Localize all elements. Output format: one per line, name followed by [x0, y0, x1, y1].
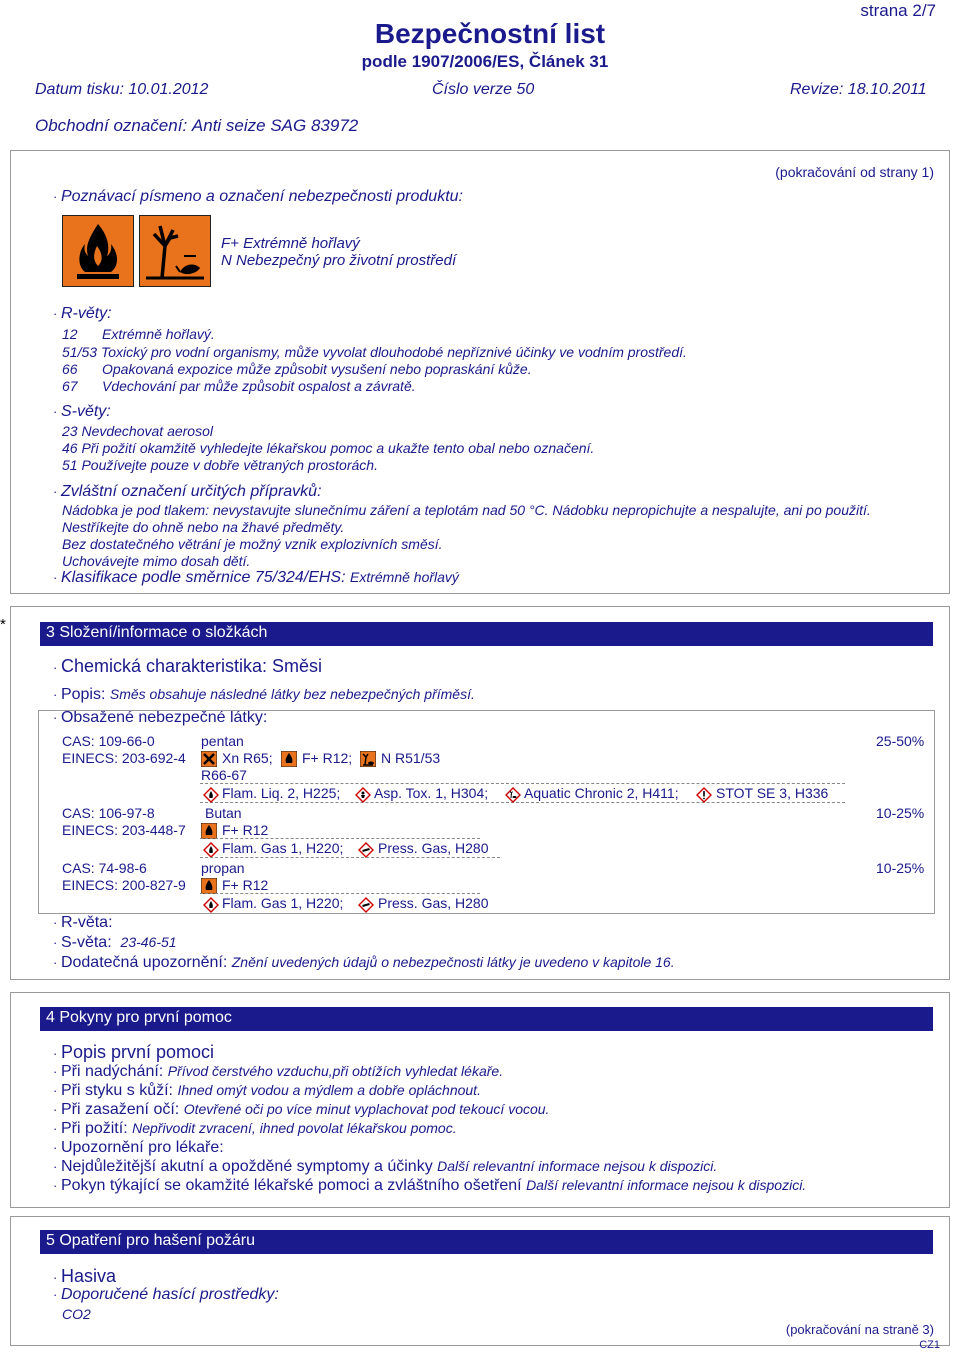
classification-value: Extrémně hořlavý [350, 569, 459, 585]
dsd-classification: Xn R65; [222, 750, 273, 766]
s-phrase-line: 46 Při požití okamžitě vyhledejte lékařskou pomoc a ukažte tento obal nebo označení. [62, 440, 595, 456]
first-aid-label: Při styku s kůží: [60, 1082, 173, 1099]
extinguishing-media-heading: · Hasiva [53, 1266, 116, 1286]
substances-heading: · Obsažené nebezpečné látky: [53, 709, 268, 726]
description-label: Popis: [60, 686, 106, 703]
hazard-line-2: N Nebezpečný pro životní prostředí [221, 252, 457, 269]
chem-char-heading: · Chemická charakteristika: Směsi [53, 656, 323, 676]
first-aid-item: · Při požití: Nepřivodit zvracení, ihned povolat lékařskou pomoc. [53, 1120, 457, 1137]
trade-name [35, 116, 358, 136]
first-aid-heading: · Popis první pomoci [53, 1042, 215, 1062]
ghs-gas-cylinder-icon [358, 842, 374, 863]
document-subtitle: podle 1907/2006/ES, Článek 31 [361, 52, 609, 71]
s-phrases-heading-text: S-věty: [60, 403, 111, 420]
flame-small-icon [281, 751, 297, 772]
additional-info-value: Znění uvedených údajů o nebezpečnosti látky je uvedeno v kapitole 16. [231, 954, 675, 970]
treatment-label: Pokyn týkající se okamžité lékařské pomoci a zvláštního ošetření [60, 1177, 522, 1194]
continuation-from: (pokračování od strany 1) [775, 164, 934, 180]
section3-title: 3 Složení/informace o složkách [46, 624, 268, 641]
first-aid-item: · Při nadýchání: Přívod čerstvého vzduchu,při obtížích vyhledat lékaře. [53, 1063, 504, 1080]
clp-classification: Press. Gas, H280 [378, 840, 489, 856]
treatment-value: Další relevantní informace nejsou k dispozici. [526, 1177, 807, 1193]
r-text: Opakovaná expozice může způsobit vysušení nebo popraskání kůže. [102, 361, 532, 377]
first-aid-value: Přívod čerstvého vzduchu,při obtížích vyhledat lékaře. [167, 1063, 504, 1079]
cas-number: CAS: 74-98-6 [62, 860, 147, 876]
r-text: Vdechování par může způsobit ospalost a závratě. [102, 378, 416, 394]
clp-classification: Aquatic Chronic 2, H411; [524, 785, 679, 801]
first-aid-value: Ihned omýt vodou a mýdlem a dobře opláchnout. [177, 1082, 481, 1098]
dsd-classification: F+ R12 [222, 877, 269, 893]
ghs-environment-icon [505, 787, 521, 808]
r-phrases-heading: · R-věty: [53, 305, 112, 322]
hazard-heading-text: Poznávací písmeno a označení nebezpečnosti produktu: [60, 188, 463, 205]
first-aid-heading-text: Popis první pomoci [60, 1042, 215, 1062]
ghs-health-hazard-icon [355, 787, 371, 808]
r-text: Toxický pro vodní organismy, může vyvolat dlouhodobé nepříznivé účinky ve vodním prostředí. [100, 344, 687, 360]
einecs-number: EINECS: 203-692-4 [62, 750, 186, 766]
s-phrases-heading: · S-věty: [53, 403, 111, 420]
additional-info-label: Dodatečná upozornění: [60, 954, 228, 971]
recommended-media-value: CO2 [62, 1306, 91, 1322]
classification-label: Klasifikace podle směrnice 75/324/EHS: [60, 569, 346, 586]
changed-marker: * [0, 616, 6, 633]
special-line: Nestříkejte do ohně nebo na žhavé předměty. [62, 519, 345, 535]
dsd-classification: F+ R12 [222, 822, 269, 838]
footer-code: CZ1 [919, 1339, 940, 1351]
doctor-note-heading-text: Upozornění pro lékaře: [60, 1139, 224, 1156]
row-separator [200, 838, 480, 839]
section3-header [40, 622, 933, 646]
dsd-classification: N R51/53 [381, 750, 441, 766]
first-aid-value: Otevřené oči po více minut vyplachovat pod tekoucí vocou. [183, 1101, 550, 1117]
row-separator [200, 802, 845, 803]
additional-info: · Dodatečná upozornění: Znění uvedených údajů o nebezpečnosti látky je uvedeno v kapitole 16. [53, 954, 675, 971]
r-phrase-summary-label: R-věta: [60, 914, 113, 931]
section5-header [40, 1230, 933, 1254]
r-phrase-row [62, 361, 532, 377]
treatment: · Pokyn týkající se okamžité lékařské pomoci a zvláštního ošetření Další relevantní informace nejsou k dispozici. [53, 1177, 807, 1194]
recommended-media-heading-text: Doporučené hasící prostředky: [60, 1286, 279, 1303]
environment-small-icon [360, 751, 376, 772]
version-number: Číslo verze 50 [432, 81, 535, 98]
ghs-gas-cylinder-icon [358, 897, 374, 918]
flame-icon [62, 215, 134, 287]
r-code: 12 [62, 326, 78, 342]
einecs-number: EINECS: 203-448-7 [62, 822, 186, 838]
revision-date: Revize: 18.10.2011 [790, 81, 927, 98]
s-phrase-summary: · S-věta: 23-46-51 [53, 934, 177, 951]
substance-percent: 10-25% [876, 805, 925, 821]
cas-number: CAS: 106-97-8 [62, 805, 155, 821]
substance-name: propan [201, 860, 245, 876]
cas-number: CAS: 109-66-0 [62, 733, 155, 749]
special-line: Bez dostatečného větrání je možný vznik explozivních směsí. [62, 536, 443, 552]
first-aid-value: Nepřivodit zvracení, ihned povolat lékařskou pomoc. [132, 1120, 457, 1136]
r-phrase-summary: · R-věta: [53, 914, 113, 931]
ghs-exclamation-icon [696, 787, 712, 808]
special-labeling-heading-text: Zvláštní označení určitých přípravků: [60, 483, 322, 500]
row-separator [200, 783, 845, 784]
symptoms-label: Nejdůležitější akutní a opožděné symptomy a účinky [60, 1158, 433, 1175]
first-aid-label: Při požití: [60, 1120, 128, 1137]
clp-classification: STOT SE 3, H336 [716, 785, 829, 801]
extinguishing-media-heading-text: Hasiva [60, 1266, 116, 1286]
row-separator [200, 893, 480, 894]
environment-hazard-icon [139, 215, 211, 287]
special-labeling-heading: · Zvláštní označení určitých přípravků: [53, 483, 322, 500]
r-code: 51/53 [62, 344, 98, 360]
clp-classification: Flam. Liq. 2, H225; [222, 785, 341, 801]
s-phrase-line: 23 Nevdechovat aerosol [62, 423, 213, 439]
r-phrase-row [62, 378, 416, 394]
classification: · Klasifikace podle směrnice 75/324/EHS: Extrémně hořlavý [53, 569, 459, 586]
symptoms: · Nejdůležitější akutní a opožděné symptomy a účinky Další relevantní informace nejsou k dispozici. [53, 1158, 718, 1175]
substance-name: pentan [201, 733, 244, 749]
substance-name: Butan [205, 805, 242, 821]
first-aid-label: Při zasažení očí: [60, 1101, 180, 1118]
chem-char-heading-text: Chemická charakteristika: Směsi [60, 656, 323, 676]
s-phrase-line: 51 Používejte pouze v dobře větraných prostorách. [62, 457, 378, 473]
hazard-heading: · Poznávací písmeno a označení nebezpečnosti produktu: [53, 188, 463, 205]
substance-percent: 10-25% [876, 860, 925, 876]
clp-classification: Flam. Gas 1, H220; [222, 840, 344, 856]
description: · Popis: Směs obsahuje následné látky bez nebezpečných příměsí. [53, 686, 475, 703]
recommended-media-heading: · Doporučené hasící prostředky: [53, 1286, 279, 1303]
ghs-flame-icon [203, 897, 219, 918]
special-line: Nádobka je pod tlakem: nevystavujte slunečnímu záření a teplotám nad 50 °C. Nádobku nepropichujte a nespalujte, ani po použití. [62, 502, 871, 518]
print-date: Datum tisku: 10.01.2012 [35, 81, 209, 98]
continuation-to: (pokračování na straně 3) [785, 1322, 934, 1337]
symptoms-value: Další relevantní informace nejsou k dispozici. [437, 1158, 718, 1174]
page-number: strana 2/7 [860, 1, 936, 20]
substance-percent: 25-50% [876, 733, 925, 749]
clp-classification: Press. Gas, H280 [378, 895, 489, 911]
r-text: Extrémně hořlavý. [102, 326, 215, 342]
flame-small-icon [201, 823, 217, 844]
row-separator [200, 857, 500, 858]
first-aid-item: · Při styku s kůží: Ihned omýt vodou a mýdlem a dobře opláchnout. [53, 1082, 481, 1099]
clp-classification: Asp. Tox. 1, H304; [374, 785, 489, 801]
s-phrase-summary-label: S-věta: [60, 934, 112, 951]
section4-title: 4 Pokyny pro první pomoc [46, 1009, 232, 1026]
s-phrase-summary-value: 23-46-51 [120, 934, 177, 950]
doctor-note-heading: · Upozornění pro lékaře: [53, 1139, 224, 1156]
document-title: Bezpečnostní list [374, 18, 606, 49]
dsd-classification: F+ R12; [302, 750, 353, 766]
r-phrase-row [62, 326, 215, 342]
r-phrase-row [62, 344, 687, 360]
einecs-number: EINECS: 200-827-9 [62, 877, 186, 893]
hazard-line-1: F+ Extrémně hořlavý [221, 235, 360, 252]
r-phrases-heading-text: R-věty: [60, 305, 112, 322]
first-aid-item: · Při zasažení očí: Otevřené oči po více minut vyplachovat pod tekoucí vocou. [53, 1101, 550, 1118]
r-extra: R66-67 [201, 767, 247, 783]
section4-header [40, 1007, 933, 1031]
trade-name-label: Obchodní označení: [35, 116, 188, 135]
trade-name-value: Anti seize SAG 83972 [191, 116, 359, 135]
first-aid-label: Při nadýchání: [60, 1063, 164, 1080]
flame-small-icon [201, 878, 217, 899]
description-value: Směs obsahuje následné látky bez nebezpečných příměsí. [109, 686, 475, 702]
special-line: Uchovávejte mimo dosah dětí. [62, 553, 251, 569]
r-code: 66 [62, 361, 78, 377]
clp-classification: Flam. Gas 1, H220; [222, 895, 344, 911]
section5-title: 5 Opatření pro hašení požáru [46, 1232, 256, 1249]
substances-heading-text: Obsažené nebezpečné látky: [60, 709, 268, 726]
r-code: 67 [62, 378, 78, 394]
